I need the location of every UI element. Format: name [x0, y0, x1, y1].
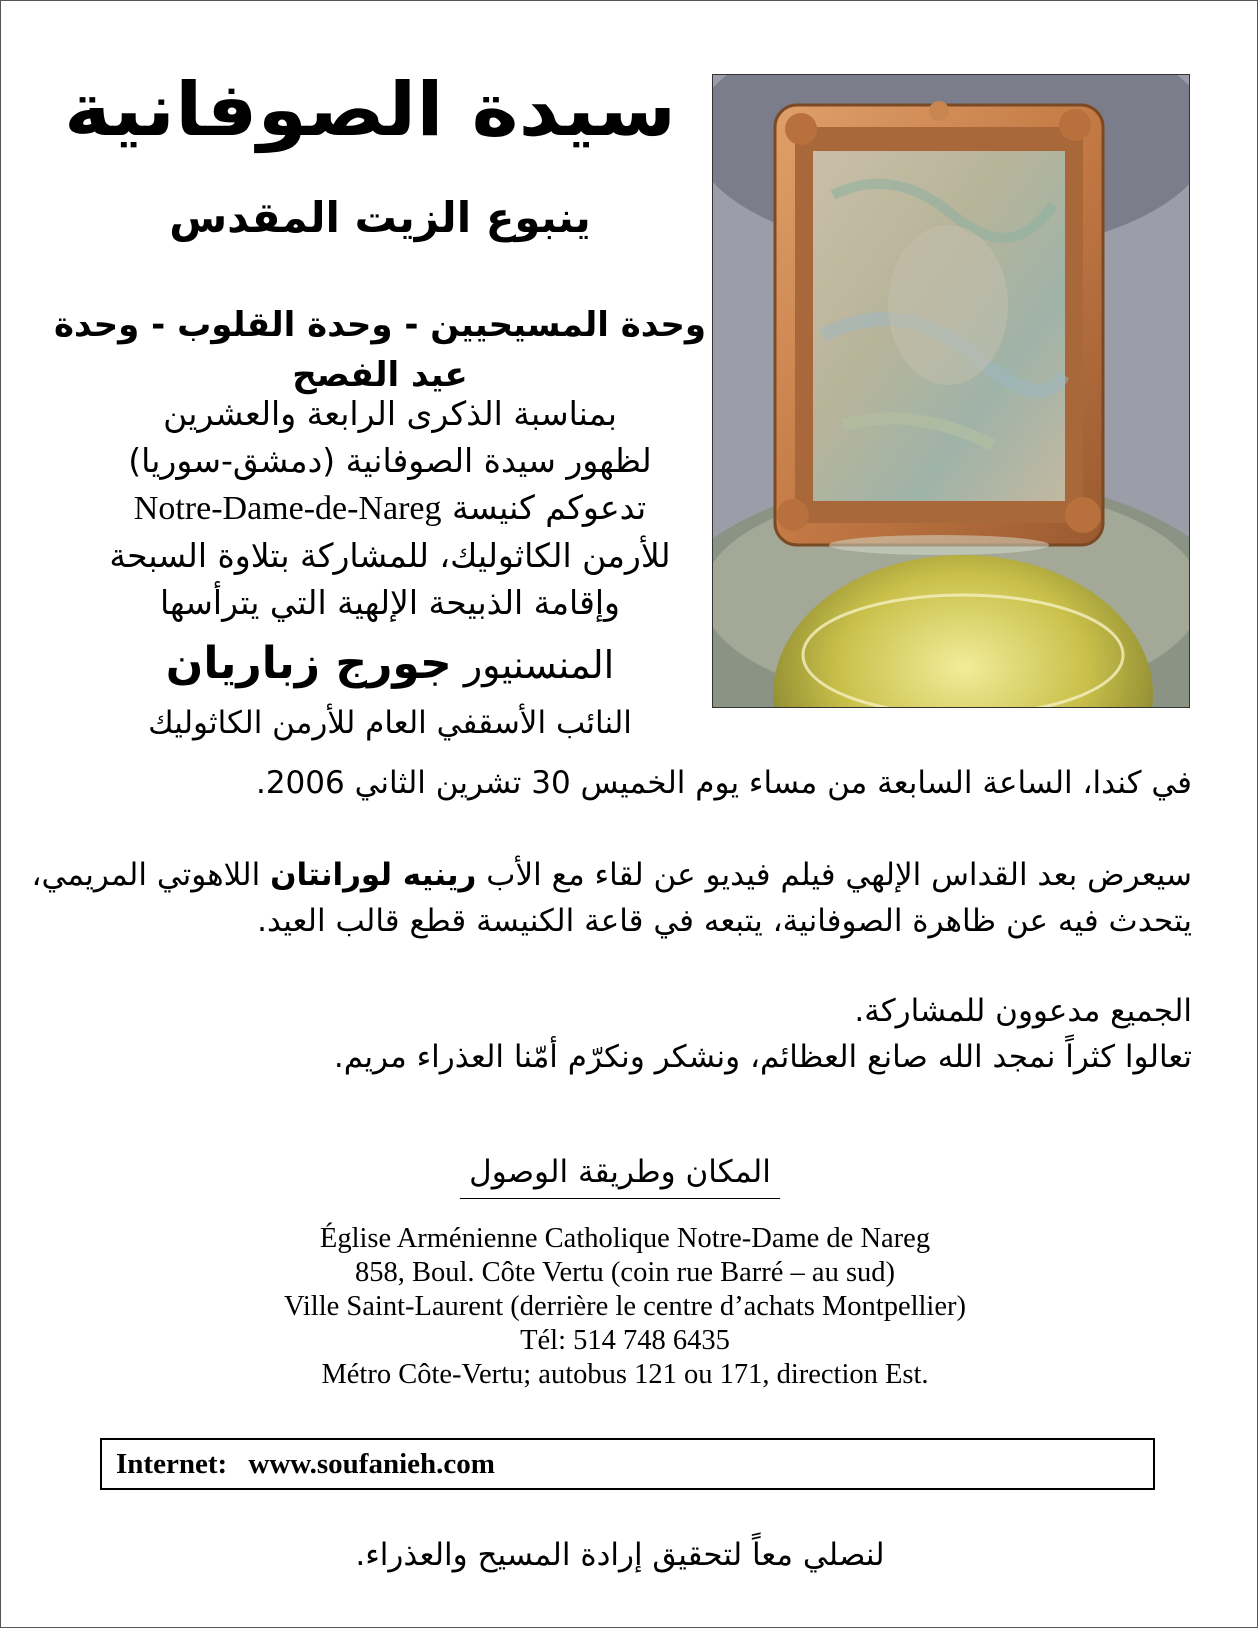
closing-line: لنصلي معاً لتحقيق إرادة المسيح والعذراء.	[355, 1537, 885, 1573]
film-line-1-start: سيعرض بعد القداس الإلهي فيلم فيديو عن لقاء مع الأب	[486, 857, 1192, 893]
celebrant-role: النائب الأسقفي العام للأرمن الكاثوليك	[148, 705, 632, 741]
call-line-1: الجميع مدعوون للمشاركة.	[854, 993, 1192, 1029]
invitation-line-3-arabic: تدعوكم كنيسة	[452, 488, 647, 527]
invitation-paragraph	[60, 390, 720, 626]
page-title: سيدة الصوفانية	[63, 67, 677, 153]
location-heading: المكان وطريقة الوصول	[460, 1150, 780, 1199]
invitation-line-2: لظهور سيدة الصوفانية (دمشق-سوريا)	[128, 441, 652, 480]
celebrant-title: المنسنيور	[463, 643, 615, 687]
film-line-1	[31, 852, 1192, 898]
film-paragraph	[31, 852, 1192, 944]
film-line-1-end: اللاهوتي المريمي،	[31, 857, 261, 893]
page-subtitle: ينبوع الزيت المقدس	[169, 193, 591, 242]
address-block	[150, 1222, 1100, 1392]
invitation-line-5: وإقامة الذبيحة الإلهية التي يترأسها	[160, 583, 620, 622]
church-name-latin: Notre-Dame-de-Nareg	[133, 490, 442, 527]
event-date-paragraph	[62, 760, 1192, 806]
address-phone: Tél: 514 748 6435	[520, 1325, 730, 1356]
internet-label: Internet:	[116, 1448, 228, 1480]
theologian-name: رينيه لورانتان	[270, 857, 477, 893]
internet-box	[100, 1438, 1155, 1490]
celebrant-name: جورج زباريان	[165, 638, 452, 689]
invitation-line-4: للأرمن الكاثوليك، للمشاركة بتلاوة السبحة	[109, 536, 671, 575]
call-line-2: تعالوا كثراً نمجد الله صانع العظائم، ونشكر ونكرّم أمّنا العذراء مريم.	[333, 1039, 1192, 1075]
invitation-call-paragraph	[62, 988, 1192, 1080]
celebrant	[60, 636, 720, 693]
invitation-line-1: بمناسبة الذكرى الرابعة والعشرين	[163, 394, 617, 433]
address-church: Église Arménienne Catholique Notre-Dame de Nareg	[319, 1223, 931, 1254]
invitation-line-3	[60, 484, 720, 532]
framed-icon-illustration	[713, 75, 1190, 708]
tagline: وحدة المسيحيين - وحدة القلوب - وحدة عيد الفصح	[53, 305, 707, 395]
event-date: في كندا، الساعة السابعة من مساء يوم الخميس 30 تشرين الثاني 2006.	[255, 765, 1192, 801]
icon-photo	[712, 74, 1190, 708]
address-city: Ville Saint-Laurent (derrière le centre d’achats Montpellier)	[284, 1291, 966, 1322]
address-street: 858, Boul. Côte Vertu (coin rue Barré – au sud)	[354, 1257, 896, 1288]
website-link[interactable]: www.soufanieh.com	[248, 1448, 495, 1480]
film-line-2: يتحدث فيه عن ظاهرة الصوفانية، يتبعه في قاعة الكنيسة قطع قالب العيد.	[257, 903, 1192, 939]
address-transit: Métro Côte-Vertu; autobus 121 ou 171, direction Est.	[321, 1359, 929, 1390]
